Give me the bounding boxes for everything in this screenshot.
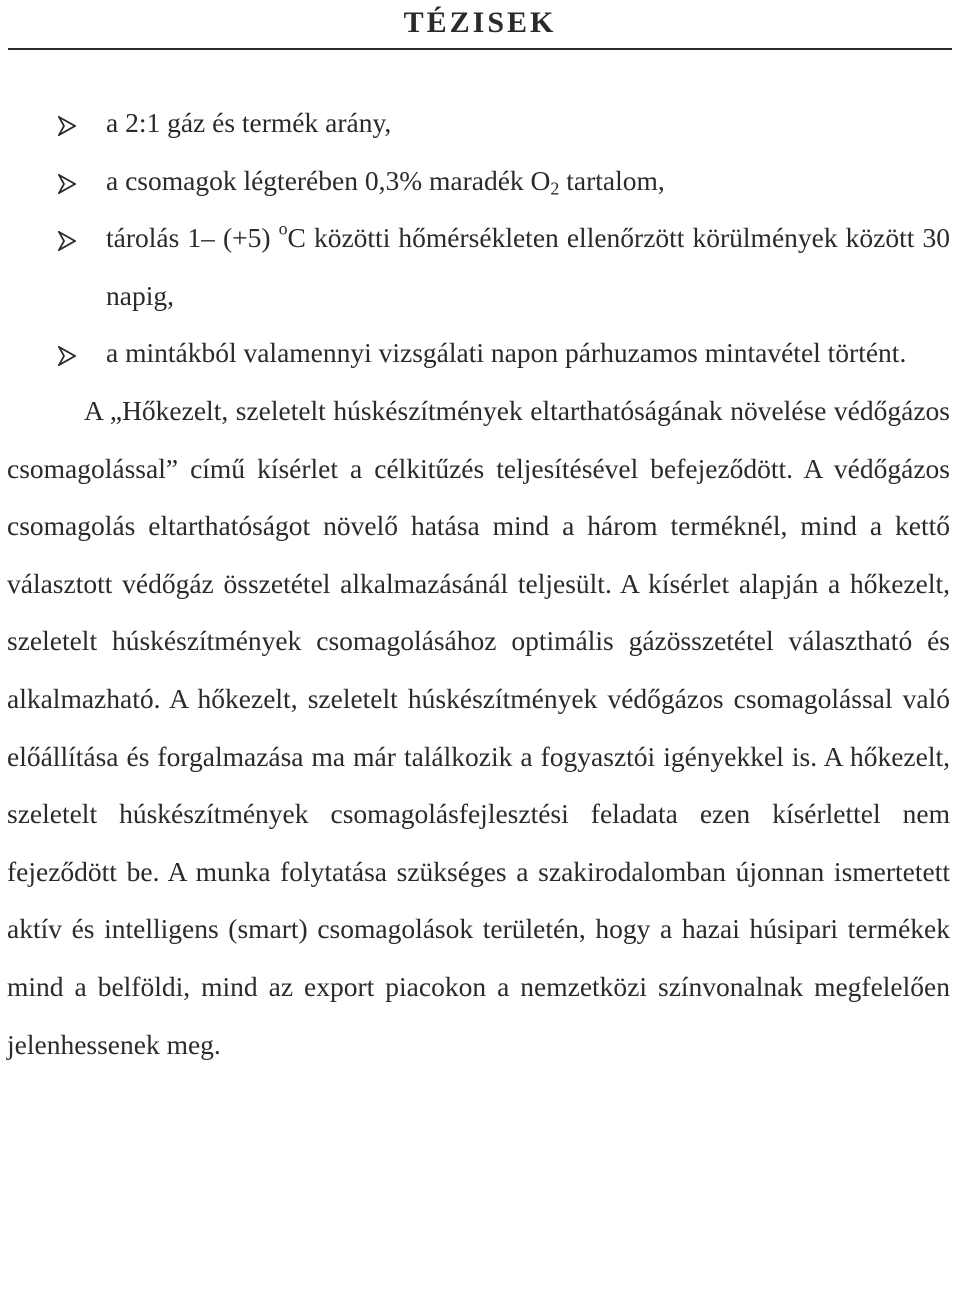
list-item-text: a csomagok légterében 0,3% maradék O xyxy=(106,164,551,196)
subscript: 2 xyxy=(550,178,560,199)
list-item-text: a mintákból valamennyi vizsgálati napon párhuzamos mintavétel történt. xyxy=(106,337,907,369)
list-item xyxy=(7,209,950,324)
list-item xyxy=(7,324,950,382)
title-underline xyxy=(8,48,952,50)
document-body xyxy=(7,94,950,1073)
page-title: TÉZISEK xyxy=(403,6,557,39)
arrowhead-bullet-icon xyxy=(58,231,76,251)
list-item xyxy=(7,152,950,210)
list-item-text: tartalom, xyxy=(559,164,665,196)
arrowhead-bullet-icon xyxy=(58,116,76,136)
list-item-text: tárolás 1– (+5) xyxy=(106,222,279,254)
list-item-text: a 2:1 gáz és termék arány, xyxy=(106,107,392,138)
list-item xyxy=(7,94,950,152)
arrowhead-bullet-icon xyxy=(58,174,76,194)
arrowhead-bullet-icon xyxy=(58,346,76,366)
list-item-text: C közötti hőmérsékleten ellenőrzött körülmények között 30 napig, xyxy=(106,222,950,311)
body-paragraph: A „Hőkezelt, szeletelt húskészítmények eltarthatóságának növelése védőgázos csomagolással” című kísérlet a célkitűzés teljesítésével befejeződött. A védőgázos csomagolás eltarthatóságot növelő hatása mind a három terméknél, mind a kettő választott védőgáz összetétel alkalmazásánál teljesült. A kísérlet alapján a hőkezelt, szeletelt húskészítmények csomagolásához optimális gázösszetétel választható és alkalmazható. A hőkezelt, szeletelt húskészítmények védőgázos csomagolással való előállítása és forgalmazása ma már találkozik a fogyasztói igényekkel is. A hőkezelt, szeletelt húskészítmények csomagolásfejlesztési feladata ezen kísérlettel nem fejeződött be. A munka folytatása szükséges a szakirodalomban újonnan ismertetett aktív és intelligens (smart) csomagolások területén, hogy a hazai húsipari termékek mind a belföldi, mind az export piacokon a nemzetközi színvonalnak megfelelően jelenhessenek meg. xyxy=(7,394,950,1060)
bullet-list xyxy=(7,94,950,382)
superscript: o xyxy=(278,218,288,239)
